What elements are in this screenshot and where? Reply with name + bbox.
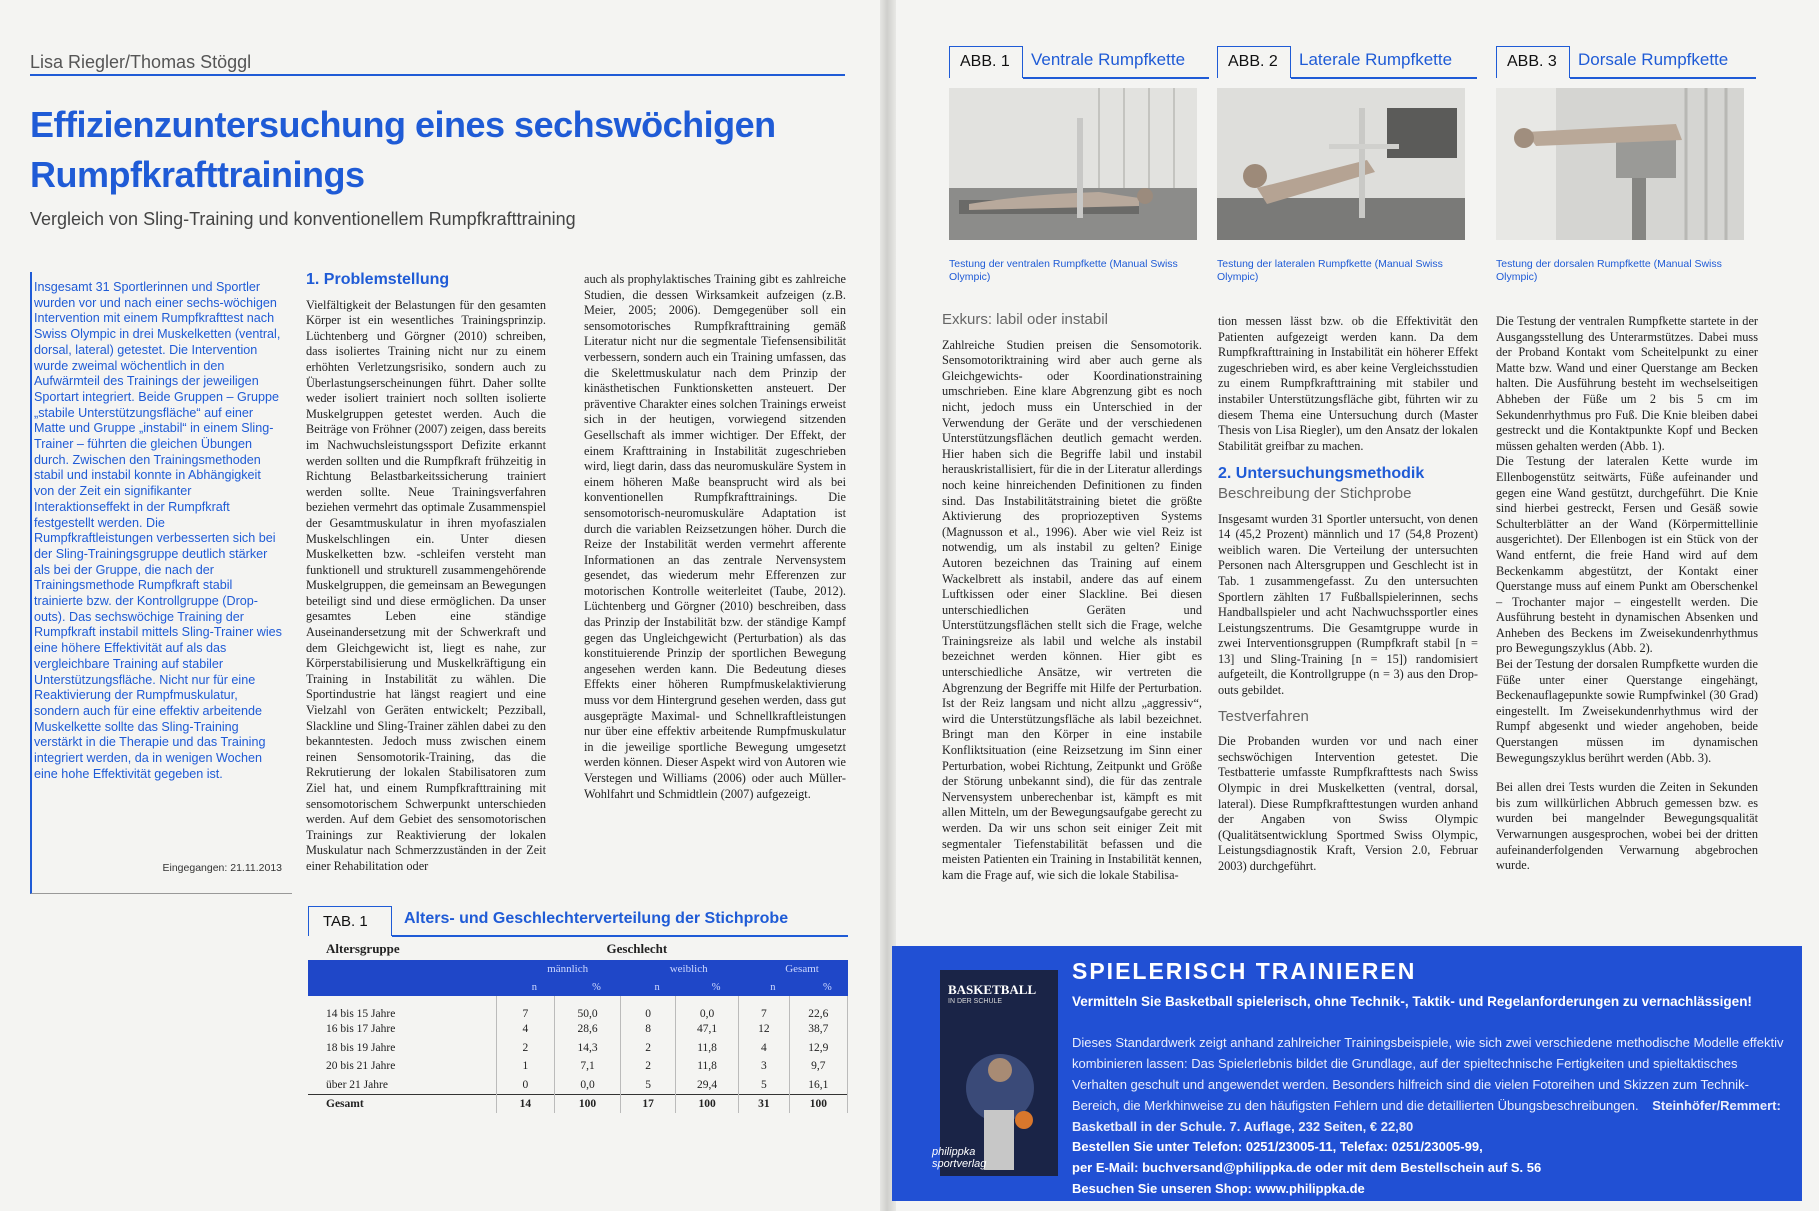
age-gender-table <box>308 938 848 1113</box>
table-label: TAB. 1 <box>308 906 392 936</box>
order-phone: Bestellen Sie unter Telefon: 0251/23005-11, Telefax: 0251/23005-99, <box>1072 1139 1483 1154</box>
cell: 1 <box>497 1057 555 1076</box>
book-title: BASKETBALL <box>948 982 1037 997</box>
header-n: n <box>497 978 555 996</box>
cell: 2 <box>621 1039 676 1058</box>
figure-caption: Testung der ventralen Rumpfkette (Manual Swiss Olympic) <box>949 258 1178 283</box>
ad-order-info <box>1072 1136 1784 1199</box>
publisher-logo <box>932 1146 986 1170</box>
order-email: per E-Mail: buchversand@philippka.de oder mit dem Bestellschein auf S. 56 <box>1072 1160 1542 1175</box>
figure-rule <box>1291 77 1477 79</box>
cell: 7 <box>739 996 790 1020</box>
title-line-2: Rumpfkrafttrainings <box>30 154 365 195</box>
cell: 11,8 <box>676 1057 739 1076</box>
column-3-text: Zahlreiche Studien preisen die Sensomotorik. Sensomotoriktraining wird aber auch gerne als Gleichgewichts- oder Koordinationstraining umschrieben. Eine klare Abgrenzung gibt es noch nicht, jedoch muss ein Unterschied in der Verwendung der Geräte und der verschiedenen Unterstützungsflächen deutlich gemacht werden. Hier haben sich die Begriffe labil und instabil herauskristallisiert, für die in der Literatur allerdings noch keine hinreichenden Definitionen zu finden sind. Das Instabilitätstraining bietet die größte Aktivierung des propriozeptiven Systems (Magnusson et al., 1996). Aber wie viel Reiz ist notwendig, um als instabil zu gelten? Einige Autoren bezeichnen das Training auf einem Wackelbrett als instabil, andere das auf einem Luftkissen oder einer Slackline. Bei diesen unterschiedlichen Geräten und Unterstützungsflächen stellt sich die Frage, welche Trainingsreize als labil und welche als instabil bezeichnet werden können. Hier gibt es unterschiedliche Ansätze, wir vertreten die Abgrenzung der Begriffe mit Hilfe der Perturbation. Ist der Reiz langsam und nicht allzu „aggressiv“, wird die Unterstützungsfläche als labil bezeichnet. Bringt man den Körper in eine instabile Konfliktsituation (eine Reizsetzung im Sinn einer Perturbation, wobei Richtung, Zeitpunkt und Größe der Störung unbekannt sind), die für das zentrale Nervensystem unberechenbar ist, kämpft es mit allen Mitteln, um der Bewegungsaufgabe gerecht zu werden. Da wir uns schon seit einiger Zeit mit segmentaler Tiefenstabilität befassen und die meisten Patienten ein Training in Instabilität kennen, kam die Frage auf, wie sich die lokale Stabilisa- <box>942 337 1202 882</box>
figure-label: ABB. 2 <box>1217 46 1291 78</box>
figure-label: ABB. 1 <box>949 46 1023 78</box>
ventral-photo-illustration <box>949 88 1197 240</box>
cell: 29,4 <box>676 1076 739 1095</box>
cell: 16,1 <box>789 1076 847 1095</box>
order-shop: Besuchen Sie unseren Shop: www.philippka.de <box>1072 1181 1365 1196</box>
table-row <box>308 1039 848 1058</box>
row-label: Gesamt <box>308 1094 497 1113</box>
group-male: männlich <box>497 960 621 978</box>
stichprobe-heading: Beschreibung der Stichprobe <box>1218 484 1412 502</box>
group-total: Gesamt <box>739 960 848 978</box>
column-1-text: Vielfältigkeit der Belastungen für den gesamten Körper ist ein wesentliches Trainingsprinzip. Lüchtenberg und Görgner (2010) schreiben, dass isoliertes Training nicht nur zu einem erhöhten Verletzungsrisiko, sondern auch zu Überlastungserscheinungen führt. Daher sollte weder isoliert trainiert noch sollten isolierte Muskelgruppen getestet werden. Auch die Beiträge von Fröhner (2007) zeigen, dass bereits im Nachwuchsleistungssport Defizite erkannt werden sollten und die Rumpfkraft frühzeitig in Richtung Belastbarkeitssicherung trainiert werden sollte. Neue Trainingsverfahren beziehen vermehrt das optimale Zusammenspiel der Gesamtmuskulatur in ihren myofaszialen Muskelschlingen ein. Unter diesen Muskelketten bzw. -schleifen versteht man funktionell und strukturell zusammengehörende Muskelgruppen, die gemeinsam an Bewegungen beteiligt sind und diese ermöglichen. Da unser gesamtes Leben eine ständige Auseinandersetzung mit der Schwerkraft und dem Gleichgewicht ist, liegt es nahe, zur Körperstabilisierung und Muskelkräftigung ein Training in Instabilität zu wählen. Die Sportindustrie hat längst reagiert und eine Vielzahl von Geräten entwickelt; Pezziball, Slackline und Sling-Trainer zählen dabei zu den bekanntesten. Jedoch muss zwischen einem reinen Sensomotorik-Training, das die Rekrutierung der lokalen Stabilisatoren zum Ziel hat, und einem Rumpfkrafttraining mit sensomotorischem Schwerpunkt unterschieden werden. Auf dem Gebiet des sensomotorischen Trainings zur Reaktivierung der lokalen Muskulatur nach Schmerzzuständen in der Zeit einer Rehabilitation oder <box>306 297 546 873</box>
authors: Lisa Riegler/Thomas Stöggl <box>30 52 252 72</box>
figure-title: Laterale Rumpfkette <box>1299 50 1453 69</box>
cell: 7,1 <box>554 1057 621 1076</box>
figure-rule <box>1023 77 1209 79</box>
cell: 100 <box>789 1094 847 1113</box>
col-altersgruppe: Altersgruppe <box>326 941 400 956</box>
table-row <box>308 1057 848 1076</box>
cell: 12,9 <box>789 1039 847 1058</box>
row-label: 20 bis 21 Jahre <box>308 1057 497 1076</box>
row-label: 18 bis 19 Jahre <box>308 1039 497 1058</box>
cell: 2 <box>497 1039 555 1058</box>
cell: 4 <box>497 1020 555 1039</box>
cell: 0,0 <box>676 996 739 1020</box>
cell: 50,0 <box>554 996 621 1020</box>
ad-body <box>1072 1032 1784 1137</box>
figure-photo-lateral <box>1217 88 1465 240</box>
table-row <box>308 1076 848 1095</box>
row-label: 16 bis 17 Jahre <box>308 1020 497 1039</box>
cell: 100 <box>554 1094 621 1113</box>
column-5-text-a: Die Testung der ventralen Rumpfkette startete in der Ausgangsstellung des Unterarmstützes. Dabei muss der Proband Kontakt vom Scheitelpunkt zu einer Matte bzw. Wand und einer Querstange am Becken halten. Die Ausführung besteht im wechselseitigen Abheben der Füße um 2 bis 5 cm im Sekundenrhythmus pro Fuß. Die Knie bleiben dabei gestreckt und die Kontaktpunkte Kopf und Becken müssen gehalten werden (Abb. 1). <box>1496 314 1758 453</box>
figure-rule <box>1570 77 1756 79</box>
abstract: Insgesamt 31 Sportlerinnen und Sportler wurden vor und nach einer sechs-wöchigen Intervention mit einem Rumpfkrafttest nach Swiss Olympic in drei Muskelketten (ventral, dorsal, lateral) getestet. Die Intervention wurde zweimal wöchentlich in den Aufwärmteil des Trainings der jeweiligen Sportart integriert. Beide Gruppen – Gruppe „stabile Unterstützungsfläche“ auf einer Matte und Gruppe „instabil“ in einem Sling-Trainer – führten die gleichen Übungen durch. Zwischen den Trainingsmethoden stabil und instabil konnte in Abhängigkeit von der Zeit ein signifikanter Interaktionseffekt in der Rumpfkraft festgestellt werden. Die Rumpfkraftleistungen verbesserten sich bei der Sling-Trainingsgruppe deutlich stärker als bei der Gruppe, die nach der Trainingsmethode Rumpfkraft stabil trainierte bzw. der Kontrollgruppe (Drop-outs). Das sechswöchige Training der Rumpfkraft instabil mittels Sling-Trainer wies eine höhere Effektivität auf als das vergleichbare Training auf stabiler Unterstützungsfläche. Nicht nur für eine Reaktivierung der Rumpfmuskulatur, sondern auch für eine effektiv arbeitende Muskelkette sollte das Sling-Training verstärkt in die Therapie und das Training integriert werden, da in wenigen Wochen eine hohe Effektivität gegeben ist. <box>34 280 282 781</box>
row-label: über 21 Jahre <box>308 1076 497 1095</box>
column-4-text-b: Insgesamt wurden 31 Sportler untersucht, von denen 14 (45,2 Prozent) männlich und 17 (54,8 Prozent) weiblich waren. Die Verteilung der untersuchten Personen nach Altersgruppen und Geschlecht ist in Tab. 1 zusammengefasst. Zu den untersuchten Sportlern zählten 17 Fußballspielerinnen, sechs Handballspieler und acht Nachwuchssportler eines Leistungszentrums. Die Gesamtgruppe wurde in zwei Interventionsgruppen (Rumpfkraft stabil [n = 13] und Sling-Training [n = 15]) randomisiert aufgeteilt, die Kontrollgruppe (n = 3) aus den Drop-outs gebildet. <box>1218 511 1478 698</box>
table-row <box>308 996 848 1020</box>
ad-lead: Vermitteln Sie Basketball spielerisch, ohne Technik-, Taktik- und Regelanforderungen zu vernachlässigen! <box>1072 994 1752 1009</box>
column-4 <box>1218 314 1478 875</box>
cell: 31 <box>739 1094 790 1113</box>
cell: 38,7 <box>789 1020 847 1039</box>
advertisement <box>892 946 1802 1201</box>
figure-1 <box>949 46 1209 283</box>
figure-caption: Testung der dorsalen Rumpfkette (Manual Swiss Olympic) <box>1496 258 1722 283</box>
figure-3 <box>1496 46 1756 283</box>
cell: 0,0 <box>554 1076 621 1095</box>
table-row <box>308 1020 848 1039</box>
cell: 11,8 <box>676 1039 739 1058</box>
table-title: Alters- und Geschlechterverteilung der Stichprobe <box>404 910 789 927</box>
header-n: n <box>621 978 676 996</box>
column-2-text: auch als prophylaktisches Training gibt es zahlreiche Studien, die dessen Wirksamkeit aufzeigen (z.B. Meier, 2005; 2006). Demgegenüber soll ein sensomotorisches Rumpfkrafttraining gemäß Literatur nicht nur die segmentale Tiefensensibilität verbessern, sondern auch ein Training umfassen, das die Skelettmuskulatur nach dem Prinzip der kinästhetischen Funktionsketten ansteuert. Der präventive Charakter eines solchen Trainings erweist sich in der heutigen, vorwiegend sitzenden Gesellschaft als immer wichtiger. Der Effekt, der einem Krafttraining in Instabilität zugeschrieben wird, liegt darin, dass das neuromuskuläre System in einem höheren Maße beansprucht wird als bei konventionellen Rumpfkrafttrainings. Die sensomotorisch-neuromuskuläre Adaptation ist durch die variablen Reizsetzungen höher. Durch die Reize der Instabilität werden vermehrt afferente Informationen an das zentrale Nervensystem gesendet, das wiederum mehr Efferenzen zur motorischen Kontrolle weiterleitet (Taube, 2012). Lüchtenberg und Görgner (2010) beschreiben, dass das Prinzip der Instabilität bzw. der ständige Kampf gegen das Ungleichgewicht (Perturbation) als das konstituierende Prinzip der sportlichen Bewegung angesehen werden kann. Die Bedeutung dieses Effekts einer höheren Rumpfmuskelaktivierung muss vor dem Hintergrund gesehen werden, dass gut ausgeprägte Maximal- und Schnellkraftleistungen nur über eine effektiv arbeitende Rumpfmuskulatur in die jeweilige sportliche Bewegung umgesetzt werden können. Dieser Aspekt wird von Autoren wie Verstegen und Williams (2006) oder auch Müller-Wohlfahrt und Schmidtlein (2007) aufgezeigt. <box>584 272 846 801</box>
figure-title: Ventrale Rumpfkette <box>1031 50 1186 69</box>
column-5-text-c: Bei der Testung der dorsalen Rumpfkette wurden die Füße unter einer Querstange eingehängt, Beckenauflagepunkte sowie Rumpfwinkel (30 Grad) eingestellt. Im Zweisekundenrhythmus wird der Rumpf abgesenkt und wieder angehoben, beide Querstangen müssen im dynamischen Bewegungszyklus berührt werden (Abb. 3). <box>1496 657 1758 765</box>
header-rule <box>30 74 845 76</box>
header-pct: % <box>789 978 847 996</box>
col-geschlecht: Geschlecht <box>606 941 668 956</box>
cell: 14 <box>497 1094 555 1113</box>
group-female: weiblich <box>621 960 739 978</box>
cell: 17 <box>621 1094 676 1113</box>
cell: 0 <box>497 1076 555 1095</box>
article-title <box>30 100 850 200</box>
cell: 8 <box>621 1020 676 1039</box>
header-pct: % <box>554 978 621 996</box>
title-line-1: Effizienzuntersuchung eines sechswöchigen <box>30 104 776 145</box>
header-pct: % <box>676 978 739 996</box>
cell: 2 <box>621 1057 676 1076</box>
cell: 5 <box>621 1076 676 1095</box>
cell: 9,7 <box>789 1057 847 1076</box>
spacer <box>308 960 497 978</box>
table-row-total <box>308 1094 848 1113</box>
column-4-text-c: Die Probanden wurden vor und nach einer sechswöchigen Intervention getestet. Die Testbatterie umfasste Rumpfkrafttests nach Swiss Olympic in drei Muskelketten (ventral, dorsal, lateral). Diese Rumpfkrafttestungen wurden anhand der Angaben von Swiss Olympic (Qualitätsentwicklung Sportmed Swiss Olympic, Leistungsdiagnostik Kraft, Version 2.0, Februar 2003) durchgeführt. <box>1218 734 1478 873</box>
cell: 100 <box>676 1094 739 1113</box>
ad-book-reference: Steinhöfer/Remmert: Basketball in der Schule. 7. Auflage, 232 Seiten, € 22,80 <box>1072 1098 1781 1134</box>
spacer <box>308 978 497 996</box>
cell: 14,3 <box>554 1039 621 1058</box>
cell: 0 <box>621 996 676 1020</box>
figure-label: ABB. 3 <box>1496 46 1570 78</box>
section-heading-1: 1. Problemstellung <box>306 271 450 288</box>
figure-caption: Testung der lateralen Rumpfkette (Manual Swiss Olympic) <box>1217 258 1443 283</box>
cell: 12 <box>739 1020 790 1039</box>
column-1 <box>306 272 546 875</box>
column-2 <box>584 272 846 802</box>
ad-headline: SPIELERISCH TRAINIEREN <box>1072 958 1417 984</box>
figure-photo-ventral <box>949 88 1197 240</box>
column-5-text-d: Bei allen drei Tests wurden die Zeiten in Sekunden bis zum willkürlichen Abbruch gemessen bzw. es wurden bei mangelnder Bewegungsqualität Verwarnungen ausgesprochen, wobei bei der dritten aufeinanderfolgenden Verwarnung abgebrochen wurde. <box>1496 780 1758 873</box>
cell: 3 <box>739 1057 790 1076</box>
section-heading-2: 2. Untersuchungsmethodik <box>1218 465 1425 483</box>
column-5-text-b: Die Testung der lateralen Kette wurde im Ellenbogenstütz seitwärts, Füße aufeinander und gegen eine Wand gestützt, durchgeführt. Die Knie sind hierbei gestreckt, Fersen und Gesäß sowie Schulterblätter an der Wand (Körpermittellinie ausgerichtet). Der Ellenbogen ist ein Stück von der Wand entfernt, die freie Hand wird auf dem Beckenkamm abgestützt, der Kontakt einer Querstange muss auf einem Punkt am Oberschenkel – Trochanter major – eingestellt werden. Die Ausführung besteht in dynamischen Absenken und Anheben des Beckens im Zweisekundenrhythmus pro Bewegungszyklus (Abb. 2). <box>1496 454 1758 656</box>
column-5 <box>1496 314 1758 874</box>
logo-line-2: sportverlag <box>932 1158 987 1170</box>
header-n: n <box>739 978 790 996</box>
row-label: 14 bis 15 Jahre <box>308 996 497 1020</box>
ad-body-text: Dieses Standardwerk zeigt anhand zahlreicher Trainingsbeispiele, wie sich zwei verschiedene methodische Modelle effektiv kombinieren lassen: Das Spielerlebnis bildet die Grundlage, auf der spieltechnische Fertigkeiten und spieltaktisches Verhalten geschult und angewendet werden. Besonders hilfreich sind die vielen Fotoreihen und Skizzen zum Technik-Bereich, die Merkhinweise zu den häufigsten Fehlern und die detaillierten Übungsbeschreibungen. <box>1072 1035 1784 1113</box>
figure-title: Dorsale Rumpfkette <box>1578 50 1729 69</box>
exkurs-heading: Exkurs: labil oder instabil <box>942 311 1108 328</box>
figure-2 <box>1217 46 1477 283</box>
logo-line-1: philippka <box>932 1146 976 1158</box>
table-rule <box>392 935 848 937</box>
dorsal-photo-illustration <box>1496 88 1744 240</box>
article-subtitle: Vergleich von Sling-Training und konventionellem Rumpfkrafttraining <box>30 209 576 229</box>
cell: 5 <box>739 1076 790 1095</box>
column-3 <box>942 312 1202 883</box>
cell: 7 <box>497 996 555 1020</box>
column-4-text-a: tion messen lässt bzw. ob die Effektivität den Patienten aufgezeigt werden kann. Da dem Rumpfkrafttraining in Instabilität ein höherer Effekt zugeschrieben wird, es aber keine Vergleichsstudien zu einem Rumpfkrafttraining mit stabiler und instabiler Unterstützungsfläche gibt, führten wir zu diesem Thema eine Untersuchung durch (Master Thesis von Lisa Riegler), um den Ansatz der lokalen Stabilität greifbar zu machen. <box>1218 314 1478 453</box>
cell: 47,1 <box>676 1020 739 1039</box>
received-date: Eingegangen: 21.11.2013 <box>162 862 282 874</box>
cell: 28,6 <box>554 1020 621 1039</box>
testverfahren-heading: Testverfahren <box>1218 707 1309 725</box>
cell: 22,6 <box>789 996 847 1020</box>
lateral-photo-illustration <box>1217 88 1465 240</box>
figure-photo-dorsal <box>1496 88 1744 240</box>
cell: 4 <box>739 1039 790 1058</box>
table-header <box>308 906 848 936</box>
book-subtitle: IN DER SCHULE <box>948 998 1003 1005</box>
